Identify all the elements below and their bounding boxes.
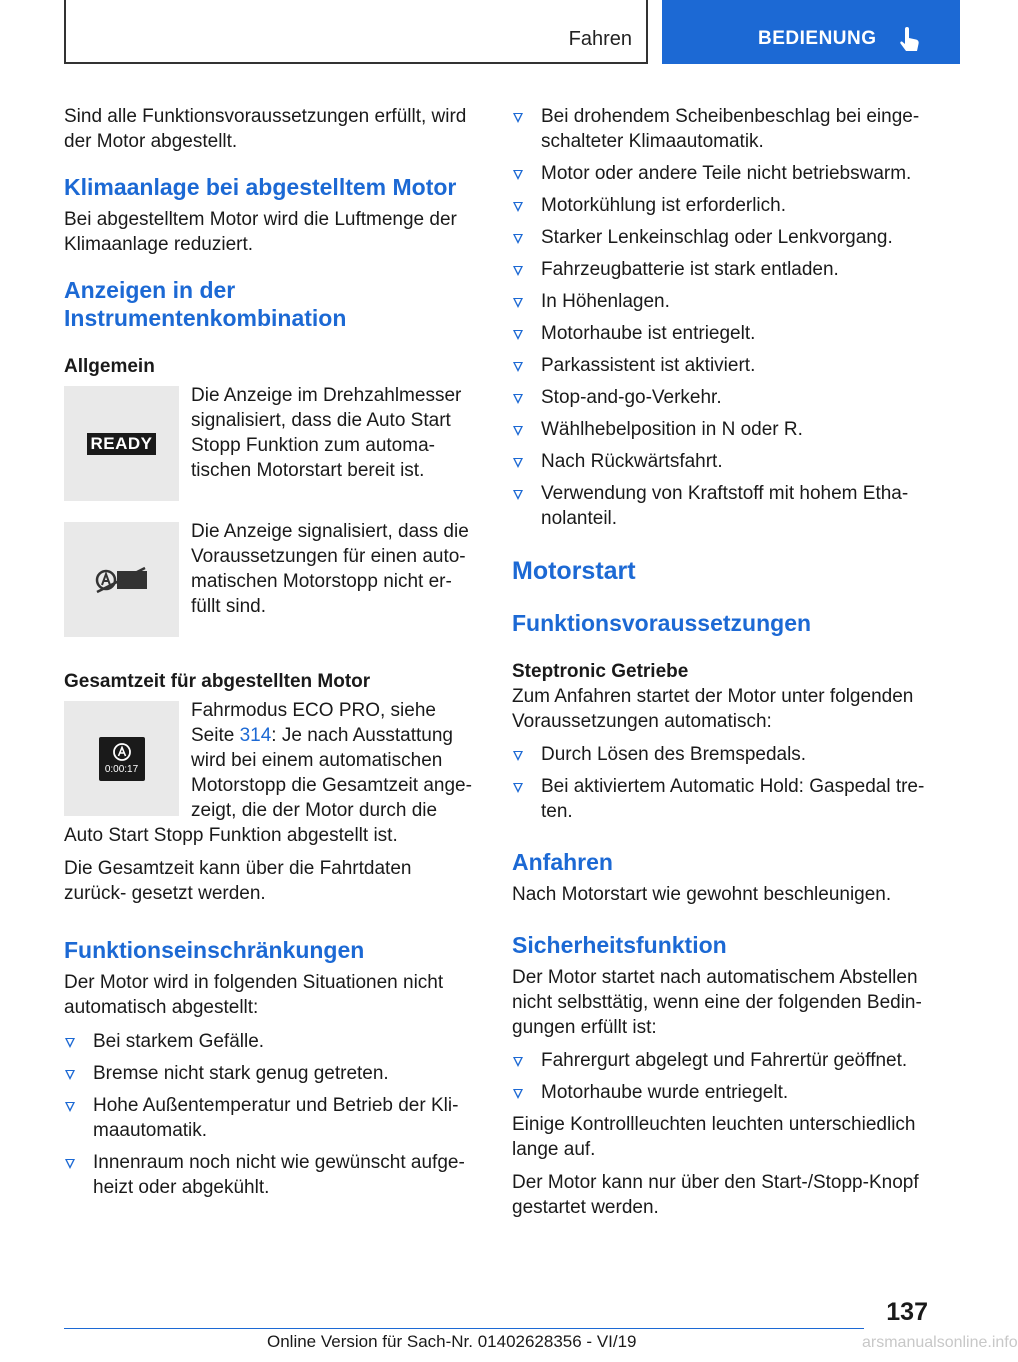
timer-description: Fahrmodus ECO PRO, siehe Seite 314: Je nach Ausstattung wird bei einem automatischen Motorstopp die Gesamtzeit ange‐ zeigt, die der Motor durch die	[191, 700, 472, 821]
list-item: Hohe Außentemperatur und Betrieb der Kli‐ maautomatik.	[64, 1093, 476, 1143]
triangle-bullet-icon	[513, 394, 523, 404]
anfahren-paragraph: Nach Motorstart wie gewohnt beschleunigen.	[512, 884, 892, 905]
page-314-link[interactable]: 314	[239, 725, 272, 746]
list-item: Nach Rückwärtsfahrt.	[512, 449, 928, 474]
triangle-bullet-icon	[513, 783, 523, 793]
ready-label: READY	[87, 433, 155, 455]
header-section-title: Fahren	[568, 28, 632, 50]
triangle-bullet-icon	[513, 330, 523, 340]
right-column	[512, 104, 928, 1220]
list-item: Bremse nicht stark genug getreten.	[64, 1061, 476, 1086]
triangle-bullet-icon	[513, 170, 523, 180]
triangle-bullet-icon	[513, 266, 523, 276]
reset-paragraph: Die Gesamtzeit kann über die Fahrtdaten zurück‐ gesetzt werden.	[64, 858, 412, 904]
header-section-box	[64, 0, 648, 64]
einschraenkungen-paragraph: Der Motor wird in folgenden Situationen nicht automatisch abgestellt:	[64, 972, 444, 1018]
einschraenkungen-list	[64, 1029, 476, 1200]
left-column	[64, 104, 476, 1207]
triangle-bullet-icon	[513, 362, 523, 372]
list-item: Verwendung von Kraftstoff mit hohem Etha‐ nolanteil.	[512, 481, 928, 531]
steptronic-list	[512, 742, 928, 824]
triangle-bullet-icon	[513, 298, 523, 308]
sicherheitsfunktion-heading: Sicherheitsfunktion	[512, 932, 727, 958]
triangle-bullet-icon	[513, 426, 523, 436]
triangle-bullet-icon	[513, 458, 523, 468]
hand-pointer-icon	[898, 26, 922, 59]
list-item: Bei drohendem Scheibenbeschlag bei einge‐ schalteter Klimaautomatik.	[512, 104, 928, 154]
auto-start-stop-icon	[112, 742, 132, 762]
triangle-bullet-icon	[513, 751, 523, 761]
list-item: In Höhenlagen.	[512, 289, 928, 314]
list-item: Bei aktiviertem Automatic Hold: Gaspedal tre‐ ten.	[512, 774, 928, 824]
page-number: 137	[886, 1298, 928, 1326]
list-item: Fahrzeugbatterie ist stark entladen.	[512, 257, 928, 282]
klima-heading: Klimaanlage bei abgestelltem Motor	[64, 174, 457, 200]
list-item: Wählhebelposition in N oder R.	[512, 417, 928, 442]
start-stop-knopf-paragraph: Der Motor kann nur über den Start-/Stopp-Knopf gestartet werden.	[512, 1172, 919, 1218]
list-item: Innenraum noch nicht wie gewünscht aufge‐ heizt oder abgekühlt.	[64, 1150, 476, 1200]
list-item: Stop-and-go-Verkehr.	[512, 385, 928, 410]
auto-start-stop-off-icon	[95, 565, 149, 595]
ready-description: Die Anzeige im Drehzahlmesser signalisiert, dass die Auto Start Stopp Funktion zum automa‐ tischen Motorstart bereit ist.	[191, 385, 462, 481]
footer-version-text: Online Version für Sach-Nr. 01402628356 - VI/19	[267, 1332, 637, 1351]
triangle-bullet-icon	[513, 113, 523, 123]
list-item: Durch Lösen des Bremspedals.	[512, 742, 928, 767]
ready-figure	[64, 383, 476, 501]
triangle-bullet-icon	[513, 234, 523, 244]
triangle-bullet-icon	[65, 1070, 75, 1080]
list-item: Parkassistent ist aktiviert.	[512, 353, 928, 378]
list-item: Motor oder andere Teile nicht betriebswarm.	[512, 161, 928, 186]
timer-image	[64, 701, 179, 816]
list-item: Motorhaube wurde entriegelt.	[512, 1080, 928, 1105]
list-item: Bei starkem Gefälle.	[64, 1029, 476, 1054]
timer-description-cont: Auto Start Stopp Funktion abgestellt ist.	[64, 825, 398, 846]
kontrollleuchten-paragraph: Einige Kontrollleuchten leuchten unterschiedlich lange auf.	[512, 1114, 916, 1160]
list-item: Motorkühlung ist erforderlich.	[512, 193, 928, 218]
triangle-bullet-icon	[65, 1038, 75, 1048]
triangle-bullet-icon	[65, 1159, 75, 1169]
timer-value: 0:00:17	[104, 764, 139, 775]
ready-indicator-image	[64, 386, 179, 501]
steptronic-paragraph: Zum Anfahren startet der Motor unter folgenden Voraussetzungen automatisch:	[512, 686, 914, 732]
list-item: Motorhaube ist entriegelt.	[512, 321, 928, 346]
header-chapter-tab	[662, 0, 960, 64]
watermark: arsmanualsonline.info	[862, 1334, 1018, 1351]
intro-paragraph: Sind alle Funktionsvoraussetzungen erfüllt, wird der Motor abgestellt.	[64, 106, 467, 152]
einschraenkungen-heading: Funktionseinschränkungen	[64, 937, 365, 963]
anfahren-heading: Anfahren	[512, 849, 613, 875]
start-stop-figure	[64, 519, 476, 637]
triangle-bullet-icon	[513, 202, 523, 212]
motorstart-heading: Motorstart	[512, 557, 636, 585]
einschraenkungen-list-cont	[512, 104, 928, 531]
sicherheit-list	[512, 1048, 928, 1105]
gesamtzeit-heading: Gesamtzeit für abgestellten Motor	[64, 671, 371, 692]
start-stop-off-image	[64, 522, 179, 637]
anzeigen-heading: Anzeigen in der Instrumentenkombination	[64, 277, 347, 331]
triangle-bullet-icon	[65, 1102, 75, 1112]
allgemein-heading: Allgemein	[64, 356, 155, 377]
triangle-bullet-icon	[513, 1057, 523, 1067]
timer-figure	[64, 698, 476, 823]
footer-divider	[64, 1328, 864, 1329]
sicherheit-paragraph: Der Motor startet nach automatischem Abstellen nicht selbsttätig, wenn eine der folgenden Bedin‐ gungen erfüllt ist:	[512, 967, 922, 1038]
triangle-bullet-icon	[513, 490, 523, 500]
list-item: Fahrergurt abgelegt und Fahrertür geöffnet.	[512, 1048, 928, 1073]
list-item: Starker Lenkeinschlag oder Lenkvorgang.	[512, 225, 928, 250]
funktionsvoraussetzungen-heading: Funktionsvoraussetzungen	[512, 610, 812, 636]
triangle-bullet-icon	[513, 1089, 523, 1099]
start-stop-description: Die Anzeige signalisiert, dass die Voraussetzungen für einen auto‐ matischen Motorstopp nicht er‐ füllt sind.	[191, 521, 469, 617]
klima-paragraph: Bei abgestelltem Motor wird die Luftmenge der Klimaanlage reduziert.	[64, 209, 457, 255]
steptronic-heading: Steptronic Getriebe	[512, 661, 689, 682]
header-chapter-title: BEDIENUNG	[758, 28, 877, 49]
